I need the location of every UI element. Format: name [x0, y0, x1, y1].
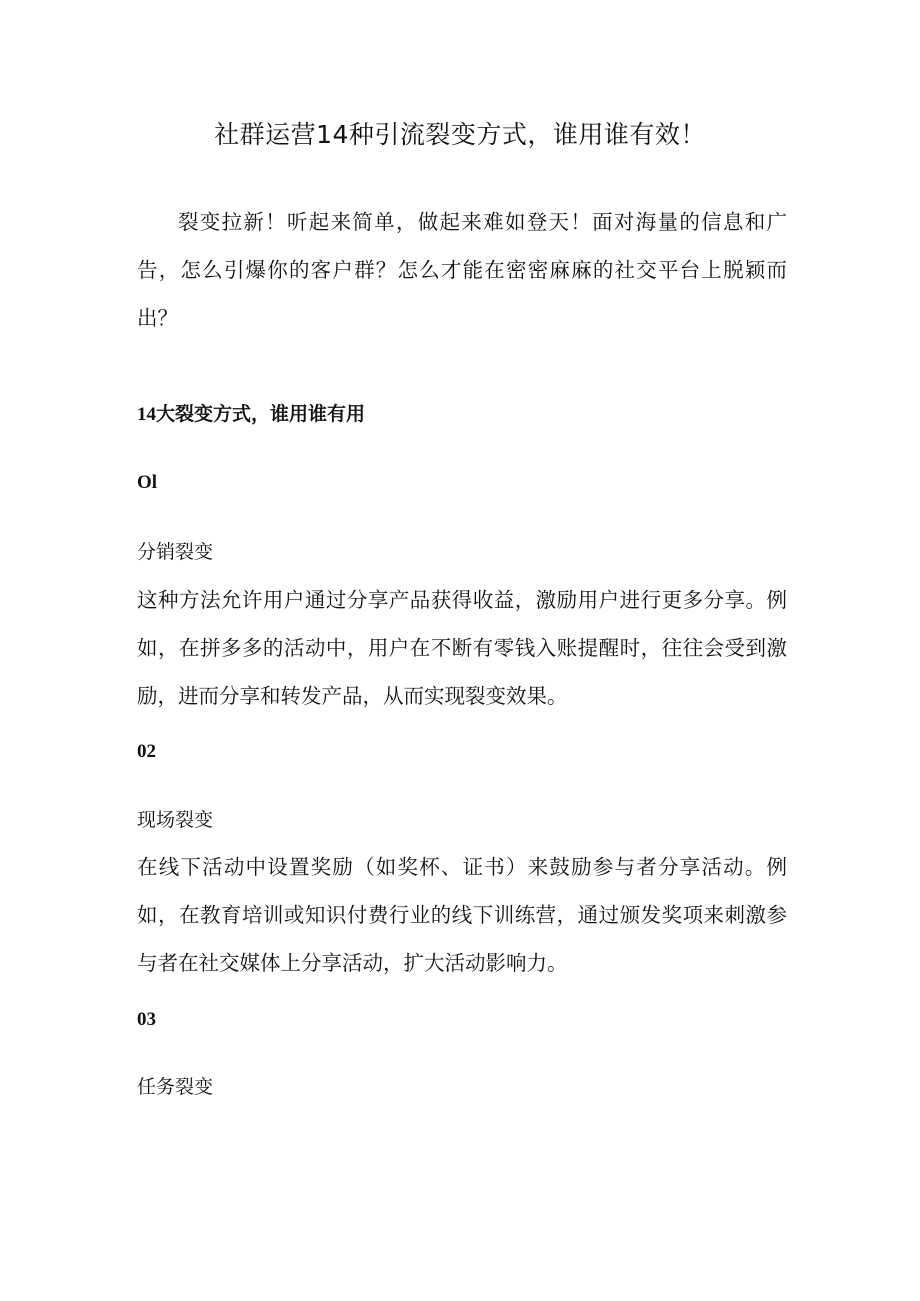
- item-body-02: 在线下活动中设置奖励（如奖杯、证书）来鼓励参与者分享活动。例如，在教育培训或知识付费行业的线下训练营，通过颁发奖项来刺激参与者在社交媒体上分享活动，扩大活动影响力。: [137, 855, 787, 975]
- item-body-01: 这种方法允许用户通过分享产品获得收益，激励用户进行更多分享。例如，在拼多多的活动中，用户在不断有零钱入账提醒时，往往会受到激励，进而分享和转发产品，从而实现裂变效果。: [137, 588, 787, 708]
- item-number-02: 02: [137, 741, 156, 762]
- item-number-01: Ol: [137, 472, 158, 493]
- item-heading-03: 任务裂变: [137, 1076, 214, 1098]
- item-number-03: 03: [137, 1009, 156, 1030]
- item-heading-02: 现场裂变: [137, 809, 214, 831]
- item-heading-01: 分销裂变: [137, 541, 214, 563]
- intro-paragraph: 裂变拉新！听起来简单，做起来难如登天！面对海量的信息和广告，怎么引爆你的客户群？怎么才能在密密麻麻的社交平台上脱颖而出？: [137, 210, 787, 330]
- section-heading-text: 14大裂变方式，谁用谁有用: [137, 404, 366, 425]
- document-title: 社群运营14种引流裂变方式，谁用谁有效！: [214, 120, 706, 149]
- section-heading: [137, 400, 365, 429]
